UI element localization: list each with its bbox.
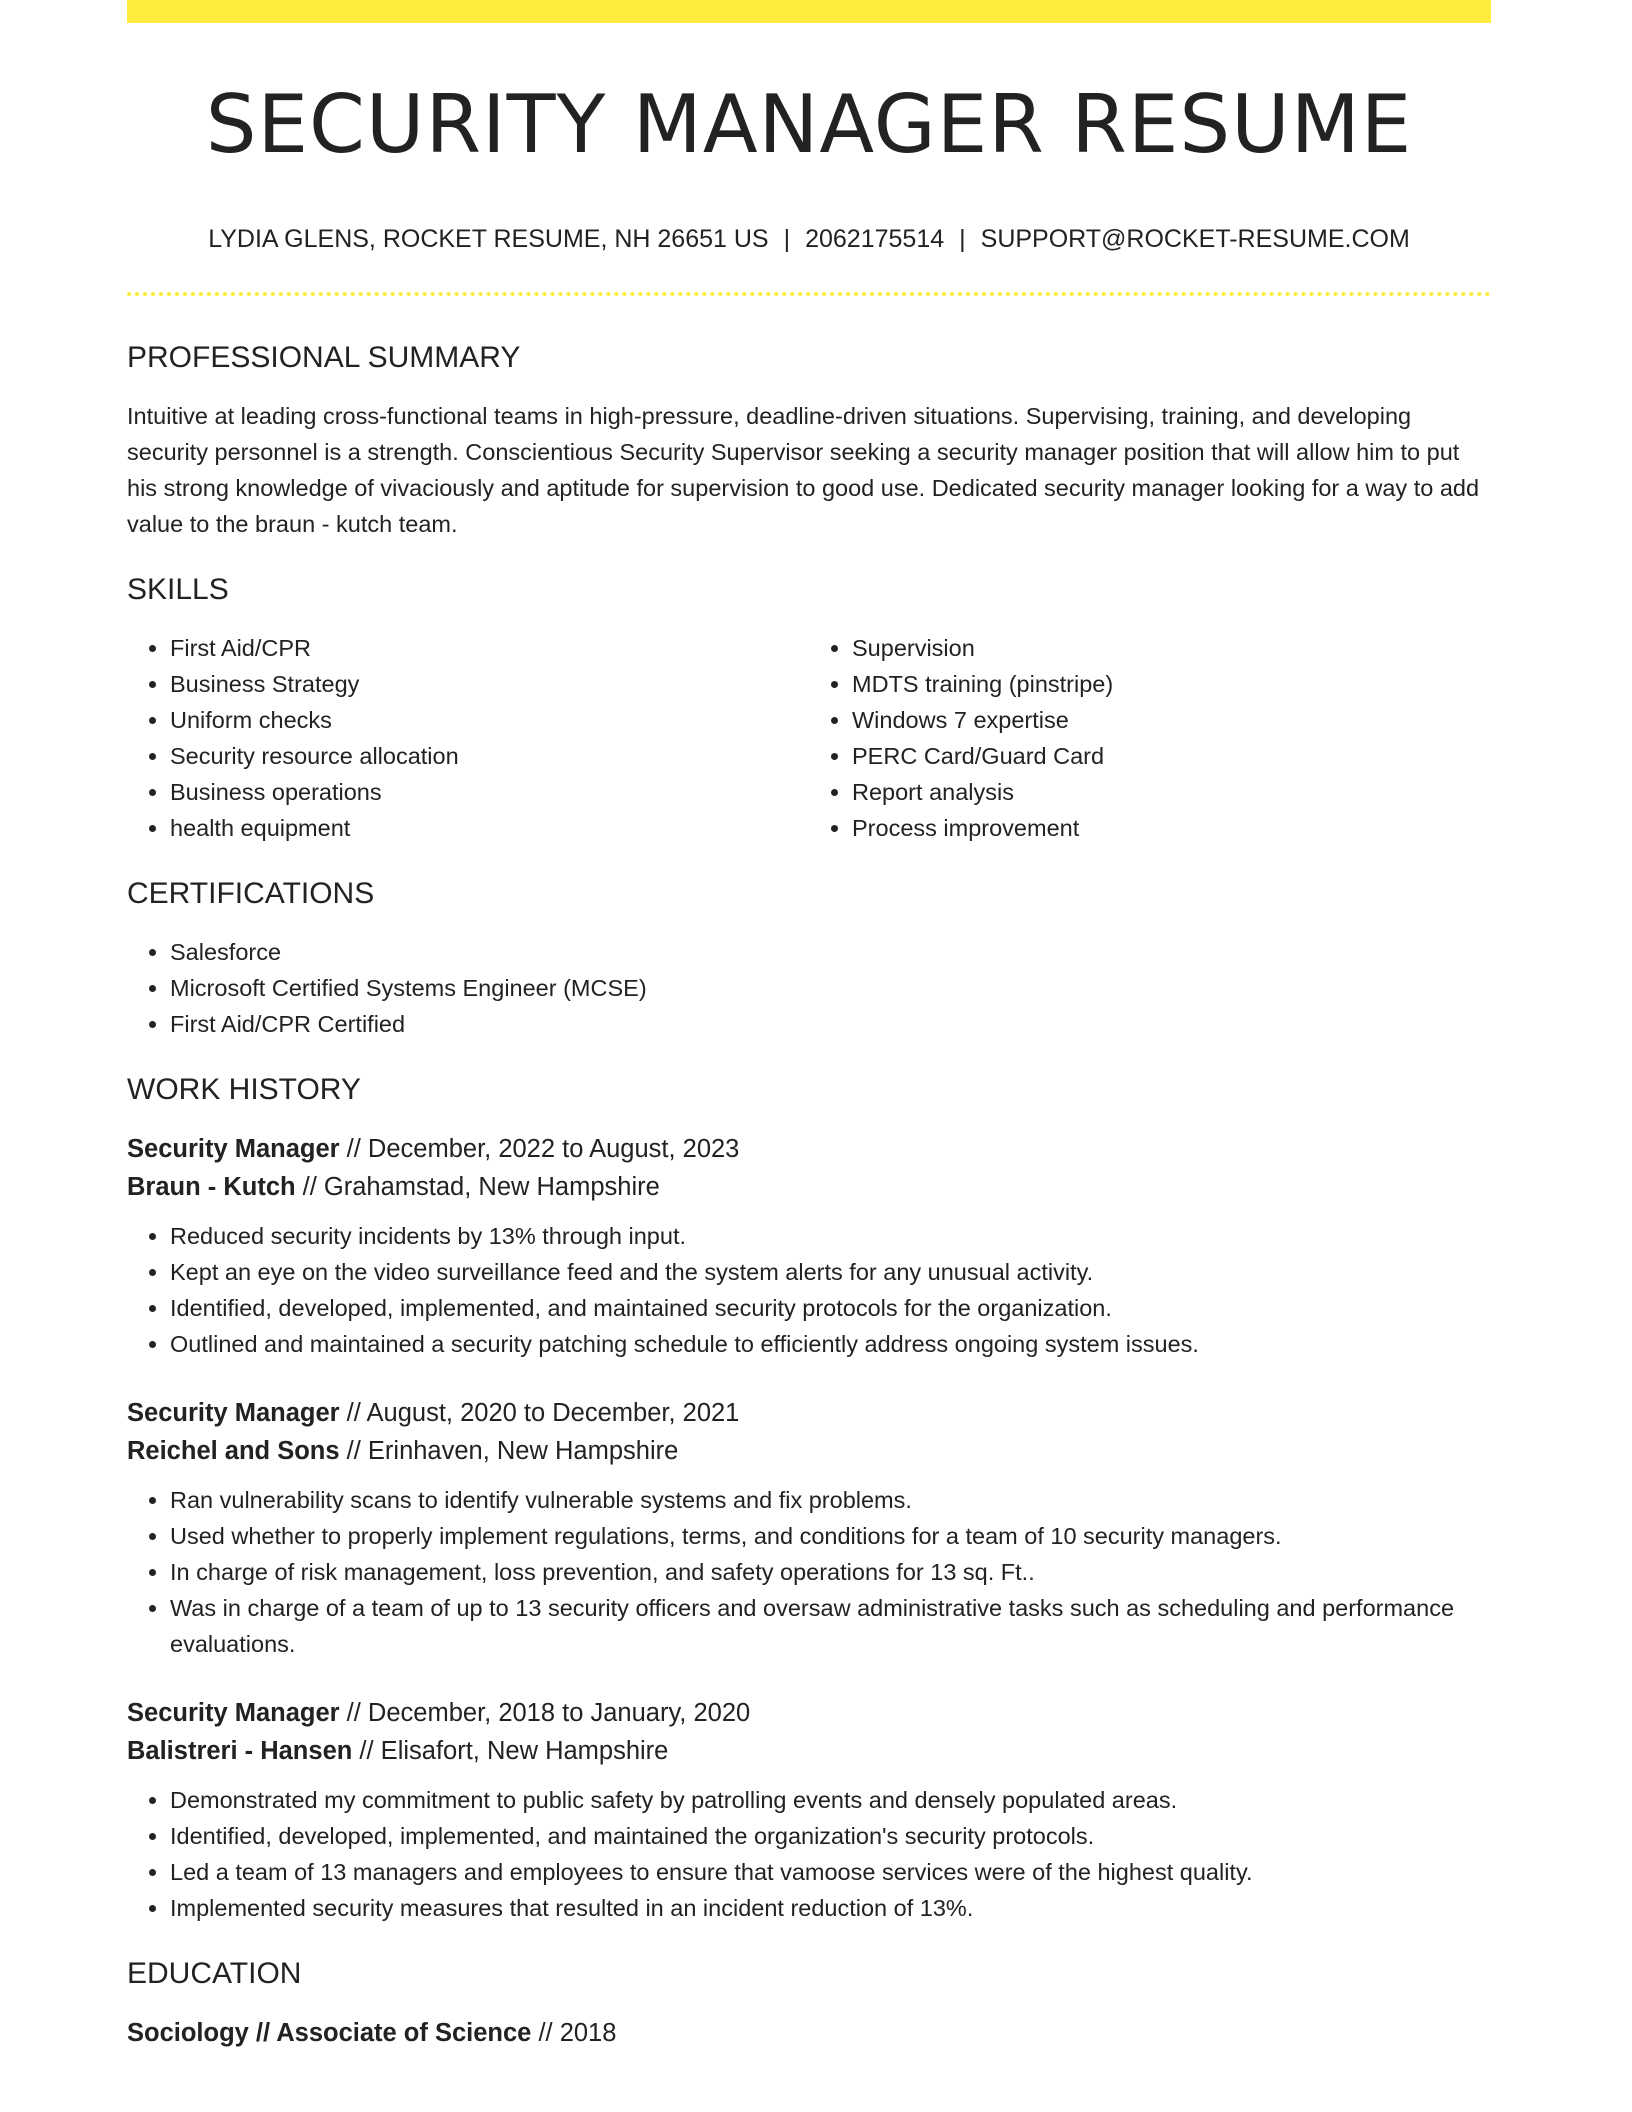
job-entry — [127, 1394, 1491, 1662]
contact-phone: 2062175514 — [805, 225, 945, 253]
job-bullet: • Implemented security measures that resulted in an incident reduction of 13%. — [170, 1890, 1491, 1926]
job-entry — [127, 1130, 1491, 1362]
education-heading: EDUCATION — [127, 1957, 302, 1990]
skill-item: • Windows 7 expertise — [852, 702, 1491, 738]
skill-item: • First Aid/CPR — [170, 630, 809, 666]
job-title: Security Manager — [127, 1699, 340, 1727]
job-title: Security Manager — [127, 1135, 340, 1163]
skills-grid — [127, 630, 1491, 846]
skill-item: • Report analysis — [852, 774, 1491, 810]
job-company-line — [127, 1168, 1491, 1206]
job-company-line — [127, 1732, 1491, 1770]
skills-list-right — [809, 630, 1491, 846]
job-bullet: • Outlined and maintained a security patching schedule to efficiently address ongoing system issues. — [170, 1326, 1491, 1362]
job-dates: // August, 2020 to December, 2021 — [339, 1399, 740, 1427]
job-bullet: • In charge of risk management, loss prevention, and safety operations for 13 sq. Ft.. — [170, 1554, 1491, 1590]
skill-item: • Process improvement — [852, 810, 1491, 846]
job-bullet: • Identified, developed, implemented, and maintained the organization's security protocols. — [170, 1818, 1491, 1854]
job-company-line — [127, 1432, 1491, 1470]
job-bullets — [127, 1782, 1491, 1926]
resume-page — [127, 0, 1491, 2052]
job-bullet: • Kept an eye on the video surveillance feed and the system alerts for any unusual activity. — [170, 1254, 1491, 1290]
job-title-line — [127, 1394, 1491, 1432]
summary-text: Intuitive at leading cross-functional teams in high-pressure, deadline-driven situations. Supervising, training, and developing security personnel is a strength. Conscientious Security Supervisor seeking a security manager position that will allow him to put his strong knowledge of vivaciously and aptitude for supervision to good use. Dedicated security manager looking for a way to add value to the braun - kutch team. — [127, 403, 1480, 537]
contact-address: LYDIA GLENS, ROCKET RESUME, NH 26651 US — [208, 225, 769, 253]
job-location: // Grahamstad, New Hampshire — [295, 1173, 660, 1201]
skill-item: • Business Strategy — [170, 666, 809, 702]
job-entry — [127, 1694, 1491, 1926]
job-bullet: • Led a team of 13 managers and employees to ensure that vamoose services were of the highest quality. — [170, 1854, 1491, 1890]
education-line — [127, 2014, 1491, 2052]
skills-list-left — [127, 630, 809, 846]
job-bullet: • Identified, developed, implemented, and maintained security protocols for the organization. — [170, 1290, 1491, 1326]
certification-item: • Microsoft Certified Systems Engineer (MCSE) — [170, 970, 1491, 1006]
job-title-line — [127, 1694, 1491, 1732]
certification-item: • First Aid/CPR Certified — [170, 1006, 1491, 1042]
contact-line — [127, 225, 1491, 254]
job-bullet: • Ran vulnerability scans to identify vulnerable systems and fix problems. — [170, 1482, 1491, 1518]
job-bullet: • Was in charge of a team of up to 13 security officers and oversaw administrative tasks such as scheduling and performance evaluations. — [170, 1590, 1491, 1662]
accent-top-bar — [127, 0, 1491, 23]
education-degree: Sociology // Associate of Science — [127, 2019, 532, 2047]
job-bullets — [127, 1218, 1491, 1362]
contact-email: SUPPORT@ROCKET-RESUME.COM — [980, 225, 1410, 253]
education-year: // 2018 — [531, 2019, 617, 2047]
job-company: Balistreri - Hansen — [127, 1737, 353, 1765]
dotted-divider — [127, 292, 1491, 296]
certifications-heading: CERTIFICATIONS — [127, 877, 375, 910]
job-company: Reichel and Sons — [127, 1437, 340, 1465]
skills-heading: SKILLS — [127, 573, 229, 606]
skill-item: • Uniform checks — [170, 702, 809, 738]
skill-item: • health equipment — [170, 810, 809, 846]
skill-item: • PERC Card/Guard Card — [852, 738, 1491, 774]
skill-item: • MDTS training (pinstripe) — [852, 666, 1491, 702]
skill-item: • Business operations — [170, 774, 809, 810]
contact-separator: | — [783, 225, 791, 253]
job-company: Braun - Kutch — [127, 1173, 296, 1201]
work-history-heading: WORK HISTORY — [127, 1073, 361, 1106]
job-dates: // December, 2018 to January, 2020 — [339, 1699, 751, 1727]
certification-item: • Salesforce — [170, 934, 1491, 970]
skill-item: • Security resource allocation — [170, 738, 809, 774]
job-title: Security Manager — [127, 1399, 340, 1427]
job-dates: // December, 2022 to August, 2023 — [339, 1135, 740, 1163]
summary-heading: PROFESSIONAL SUMMARY — [127, 341, 521, 374]
job-bullet: • Reduced security incidents by 13% through input. — [170, 1218, 1491, 1254]
contact-separator: | — [959, 225, 966, 253]
resume-title: SECURITY MANAGER RESUME — [205, 78, 1413, 171]
skill-item: • Supervision — [852, 630, 1491, 666]
job-bullets — [127, 1482, 1491, 1662]
job-title-line — [127, 1130, 1491, 1168]
job-bullet: • Used whether to properly implement regulations, terms, and conditions for a team of 10 security managers. — [170, 1518, 1491, 1554]
job-location: // Elisafort, New Hampshire — [352, 1737, 669, 1765]
certifications-list — [127, 934, 1491, 1042]
job-location: // Erinhaven, New Hampshire — [339, 1437, 679, 1465]
job-bullet: • Demonstrated my commitment to public safety by patrolling events and densely populated areas. — [170, 1782, 1491, 1818]
